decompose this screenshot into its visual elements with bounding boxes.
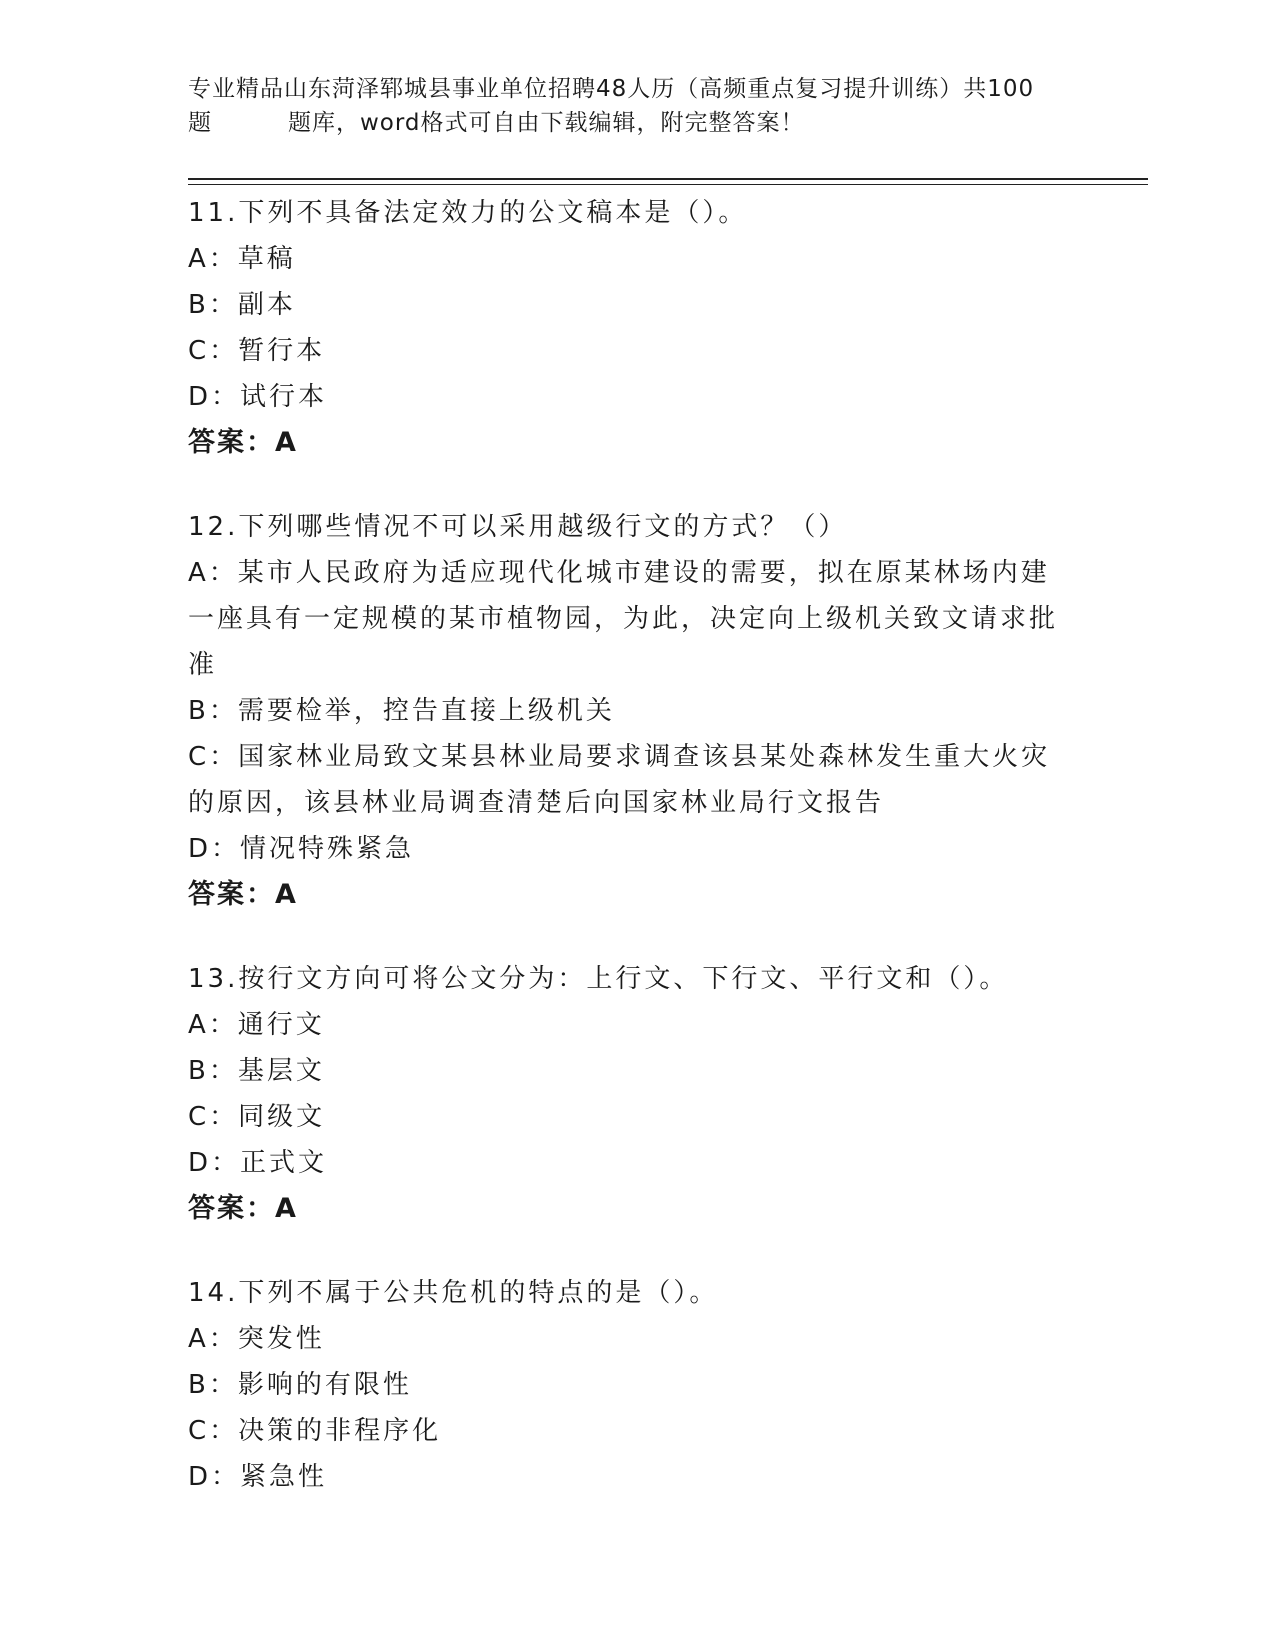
option-d: D：情况特殊紧急: [188, 834, 415, 864]
question-11: [188, 190, 1088, 466]
answer-label: 答案：A: [188, 879, 298, 910]
question-list: [188, 190, 1088, 1538]
header-divider-thin: [188, 184, 1148, 185]
option-a: A：通行文: [188, 1010, 325, 1040]
option-d: D：正式文: [188, 1148, 328, 1178]
option-a: A：突发性: [188, 1324, 325, 1354]
option-d: D：紧急性: [188, 1462, 328, 1492]
question-stem: 14.下列不属于公共危机的特点的是（）。: [188, 1278, 719, 1308]
question-stem: 12.下列哪些情况不可以采用越级行文的方式？（）: [188, 512, 848, 542]
option-d: D：试行本: [188, 382, 328, 412]
option-b: B：需要检举，控告直接上级机关: [188, 696, 615, 726]
question-12: [188, 504, 1088, 918]
header-line2-lead: 题: [188, 110, 212, 136]
option-a: A：某市人民政府为适应现代化城市建设的需要，拟在原某林场内建一座具有一定规模的某市植物园，为此，决定向上级机关致文请求批准: [188, 558, 1059, 680]
question-14: [188, 1270, 1088, 1500]
answer-label: 答案：A: [188, 427, 298, 458]
header-title-line1: 专业精品山东菏泽郓城县事业单位招聘48人历（高频重点复习提升训练）共100: [188, 76, 1035, 102]
question-stem: 11.下列不具备法定效力的公文稿本是（）。: [188, 198, 748, 228]
option-c: C：国家林业局致文某县林业局要求调查该县某处森林发生重大火灾的原因，该县林业局调查清楚后向国家林业局行文报告: [188, 742, 1051, 818]
option-b: B：副本: [188, 290, 296, 320]
option-b: B：影响的有限性: [188, 1370, 412, 1400]
question-stem: 13.按行文方向可将公文分为：上行文、下行文、平行文和（）。: [188, 964, 1009, 994]
option-c: C：暂行本: [188, 336, 326, 366]
option-c: C：决策的非程序化: [188, 1416, 442, 1446]
header-divider-thick: [188, 178, 1148, 180]
document-header: [188, 72, 1088, 140]
header-title-line2: [188, 106, 1088, 140]
option-b: B：基层文: [188, 1056, 325, 1086]
header-line2-text: 题库，word格式可自由下载编辑，附完整答案！: [288, 110, 805, 136]
option-c: C：同级文: [188, 1102, 326, 1132]
answer-label: 答案：A: [188, 1193, 298, 1224]
question-13: [188, 956, 1088, 1232]
option-a: A：草稿: [188, 244, 296, 274]
